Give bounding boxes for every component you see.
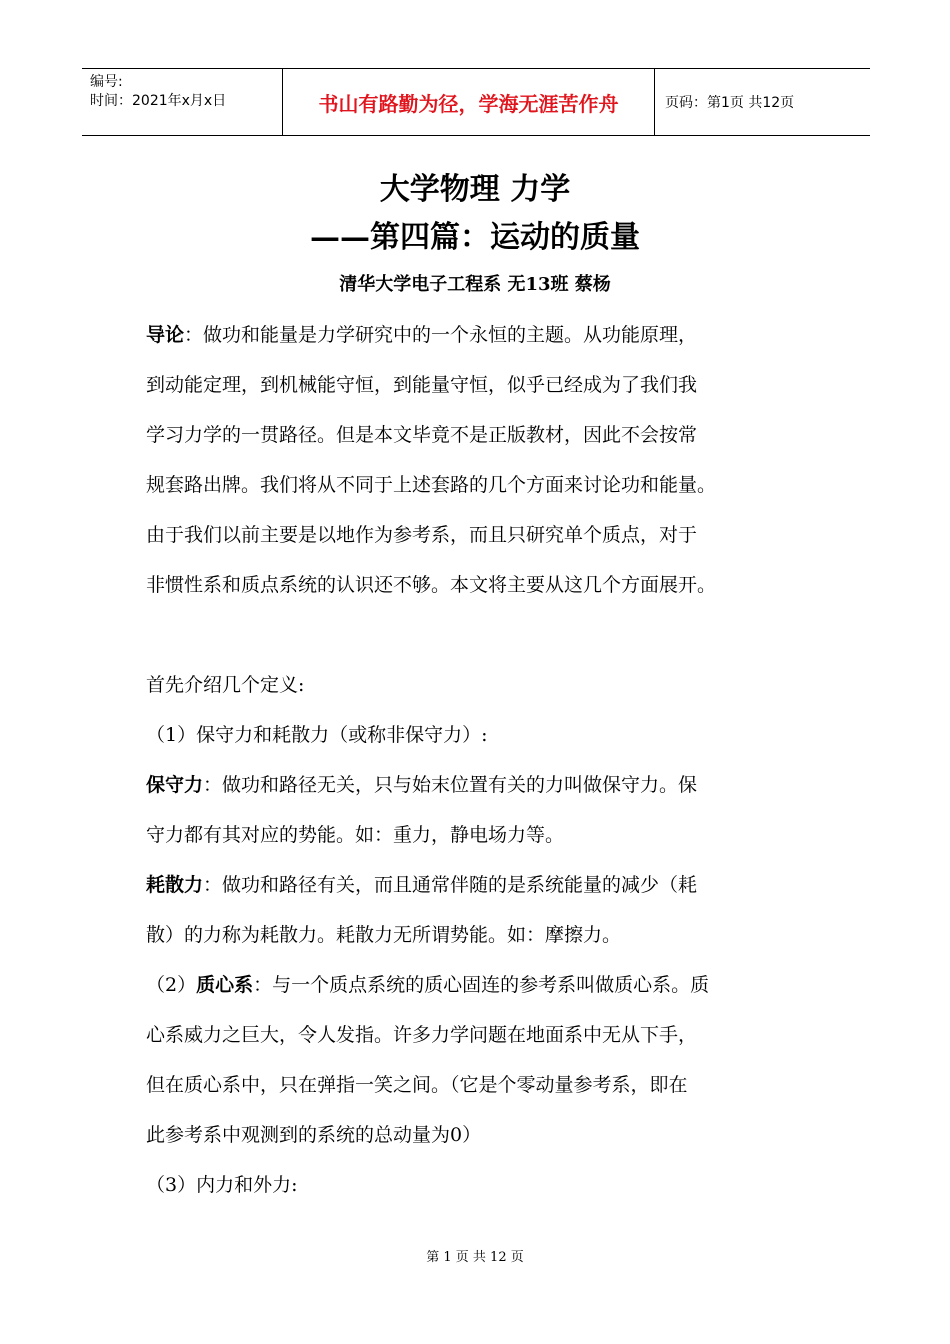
conservative-label: 保守力 — [146, 774, 204, 796]
intro-line: 非惯性系和质点系统的认识还不够。本文将主要从这几个方面展开。 — [146, 574, 717, 596]
dissipative-label: 耗散力 — [146, 874, 204, 896]
time-label: 时间：2021年x月x日 — [90, 93, 227, 109]
intro-line: 到动能定理，到机械能守恒，到能量守恒，似乎已经成为了我们我 — [146, 374, 698, 396]
author-line: 清华大学电子工程系 无13班 蔡杨 — [339, 274, 611, 295]
intro-line: 导论：做功和能量是力学研究中的一个永恒的主题。从功能原理， — [146, 324, 698, 346]
body-text — [146, 310, 826, 1210]
section2-line: 但在质心系中，只在弹指一笑之间。（它是个零动量参考系，即在 — [146, 1074, 688, 1096]
conservative-line: 守力都有其对应的势能。如：重力，静电场力等。 — [146, 824, 565, 846]
definitions-intro: 首先介绍几个定义: — [146, 674, 305, 696]
page-info: 页码：第1页 共12页 — [665, 95, 795, 111]
section2-line: （2）质心系：与一个质点系统的质心固连的参考系叫做质心系。质 — [146, 974, 710, 996]
motto: 书山有路勤为径，学海无涯苦作舟 — [282, 69, 655, 135]
conservative-line: 保守力：做功和路径无关，只与始末位置有关的力叫做保守力。保 — [146, 774, 698, 796]
section2-line: 心系威力之巨大，令人发指。许多力学问题在地面系中无从下手， — [146, 1024, 698, 1046]
intro-line: 由于我们以前主要是以地作为参考系，而且只研究单个质点，对于 — [146, 524, 698, 546]
header-meta — [82, 69, 282, 135]
intro-label: 导论 — [146, 324, 185, 346]
number-label: 编号: — [90, 74, 123, 90]
intro-line: 规套路出牌。我们将从不同于上述套路的几个方面来讨论功和能量。 — [146, 474, 717, 496]
intro-line: 学习力学的一贯路径。但是本文毕竟不是正版教材，因此不会按常 — [146, 424, 698, 446]
section2-line: 此参考系中观测到的系统的总动量为0） — [146, 1124, 482, 1146]
header-table — [82, 68, 870, 136]
section3-heading: （3）内力和外力: — [146, 1174, 298, 1196]
paragraph-gap — [146, 610, 826, 660]
dissipative-line: 耗散力：做功和路径有关，而且通常伴随的是系统能量的减少（耗 — [146, 874, 698, 896]
page-footer: 第 1 页 共 12 页 — [426, 1250, 524, 1265]
section1-heading: （1）保守力和耗散力（或称非保守力）: — [146, 724, 488, 746]
com-frame-label: 质心系 — [196, 974, 254, 996]
page-subtitle: ——第四篇：运动的质量 — [310, 220, 640, 255]
page-title: 大学物理 力学 — [379, 172, 571, 207]
dissipative-line: 散）的力称为耗散力。耗散力无所谓势能。如：摩擦力。 — [146, 924, 622, 946]
